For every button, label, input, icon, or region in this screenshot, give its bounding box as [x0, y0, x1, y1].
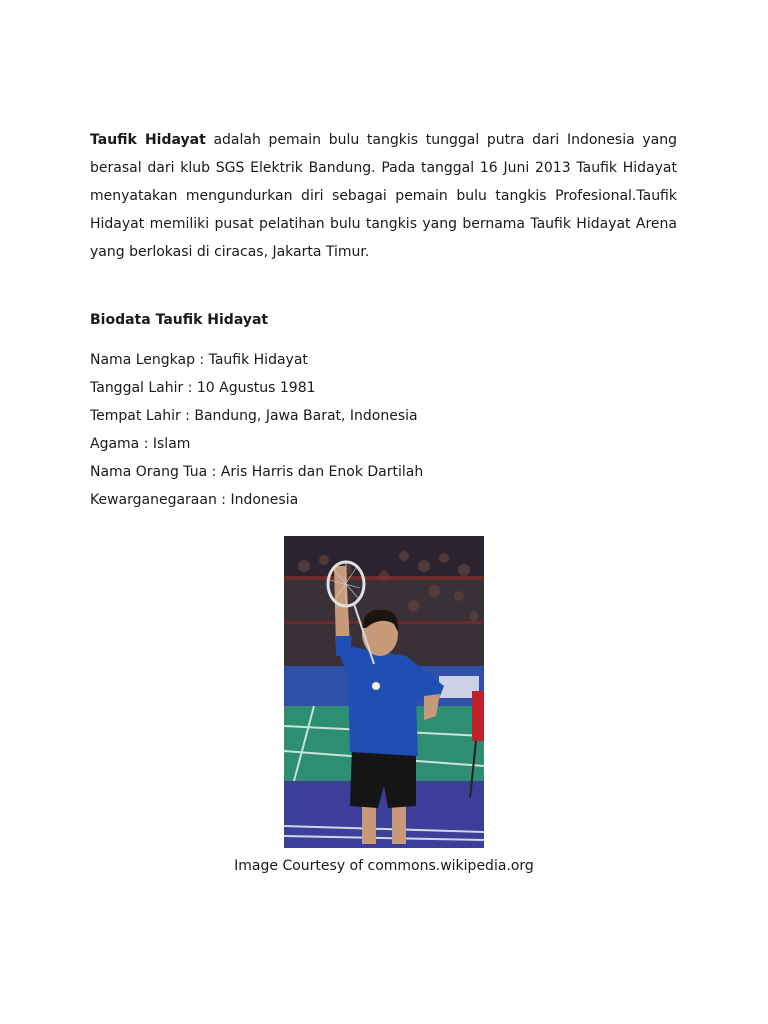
biodata-heading: Biodata Taufik Hidayat	[90, 312, 269, 328]
biodata-item-nationality: Kewarganegaraan : Indonesia	[90, 492, 299, 508]
biodata-item-full-name: Nama Lengkap : Taufik Hidayat	[90, 352, 308, 368]
photo-shuttlecock	[372, 682, 380, 690]
photo-caption: Image Courtesy of commons.wikipedia.org	[234, 858, 534, 874]
biodata-item-birth-place: Tempat Lahir : Bandung, Jawa Barat, Indonesia	[90, 408, 418, 424]
biodata-item-parents: Nama Orang Tua : Aris Harris dan Enok Dartilah	[90, 464, 424, 480]
biodata-list	[90, 346, 423, 514]
biodata-item-religion: Agama : Islam	[90, 436, 191, 452]
intro-name-bold: Taufik Hidayat	[90, 132, 206, 148]
badminton-player-photo	[284, 536, 484, 848]
intro-text: adalah pemain bulu tangkis tunggal putra dari Indonesia yang berasal dari klub SGS Elektrik Bandung. Pada tanggal 16 Juni 2013 Taufik Hidayat menyatakan mengundurkan diri sebagai pemain bulu tangkis Profesional.Taufik Hidayat memiliki pusat pelatihan bulu tangkis yang bernama Taufik Hidayat Arena yang berlokasi di ciracas, Jakarta Timur.	[90, 132, 677, 260]
biodata-item-birth-date: Tanggal Lahir : 10 Agustus 1981	[90, 380, 316, 396]
intro-paragraph	[90, 126, 677, 266]
